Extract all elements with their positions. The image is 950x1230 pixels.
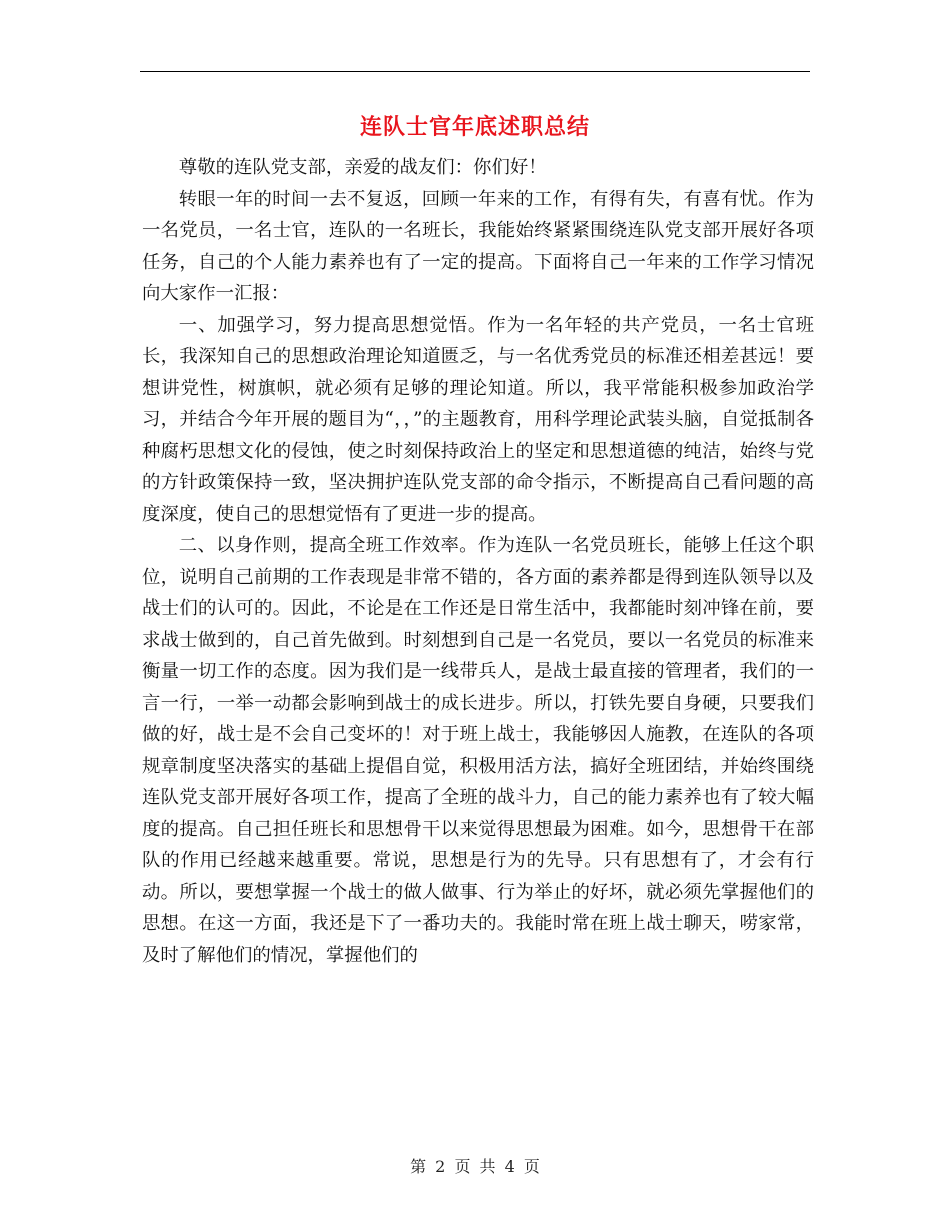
document-title: 连队士官年底述职总结 — [359, 114, 590, 140]
header-rule — [140, 71, 810, 72]
salutation-paragraph: 尊敬的连队党支部，亲爱的战友们：你们好！ — [178, 157, 547, 178]
page-number-footer: 第 2 页 共 4 页 — [410, 1157, 540, 1176]
section-two-paragraph: 二、以身作则，提高全班工作效率。作为连队一名党员班长，能够上任这个职位，说明自己前期的工作表现是非常不错的，各方面的素养都是得到连队领导以及战士们的认可的。因此，不论是在工作还是日常生活中，我都能时刻冲锋在前，要求战士做到的，自己首先做到。时刻想到自己是一名党员，要以一名党员的标准来衡量一切工作的态度。因为我们是一线带兵人，是战士最直接的管理者，我们的一言一行，一举一动都会影响到战士的成长进步。所以，打铁先要自身硬，只要我们做的好，战士是不会自己变坏的！对于班上战士，我能够因人施教，在连队的各项规章制度坚决落实的基础上提倡自觉，积极用活方法，搞好全班团结，并始终围绕连队党支部开展好各项工作，提高了全班的战斗力，自己的能力素养也有了较大幅度的提高。自己担任班长和思想骨干以来觉得思想最为困难。如今，思想骨干在部队的作用已经越来越重要。常说，思想是行为的先导。只有思想有了，才会有行动。所以，要想掌握一个战士的做人做事、行为举止的好坏，就必须先掌握他们的思想。在这一方面，我还是下了一番功夫的。我能时常在班上战士聊天，唠家常，及时了解他们的情况，掌握他们的 — [142, 535, 814, 966]
document-body — [142, 152, 814, 971]
section-one-paragraph: 一、加强学习，努力提高思想觉悟。作为一名年轻的共产党员，一名士官班长，我深知自己的思想政治理论知道匮乏，与一名优秀党员的标准还相差甚远！要想讲党性，树旗帜，就必须有足够的理论知道。所以，我平常能积极参加政治学习，并结合今年开展的题目为“，，”的主题教育，用科学理论武装头脑，自觉抵制各种腐朽思想文化的侵蚀，使之时刻保持政治上的坚定和思想道德的纯洁，始终与党的方针政策保持一致，坚决拥护连队党支部的命令指示，不断提高自己看问题的高度深度，使自己的思想觉悟有了更进一步的提高。 — [142, 314, 814, 525]
intro-paragraph: 转眼一年的时间一去不复返，回顾一年来的工作，有得有失，有喜有忧。作为一名党员，一名士官，连队的一名班长，我能始终紧紧围绕连队党支部开展好各项任务，自己的个人能力素养也有了一定的提高。下面将自己一年来的工作学习情况向大家作一汇报： — [142, 188, 814, 304]
